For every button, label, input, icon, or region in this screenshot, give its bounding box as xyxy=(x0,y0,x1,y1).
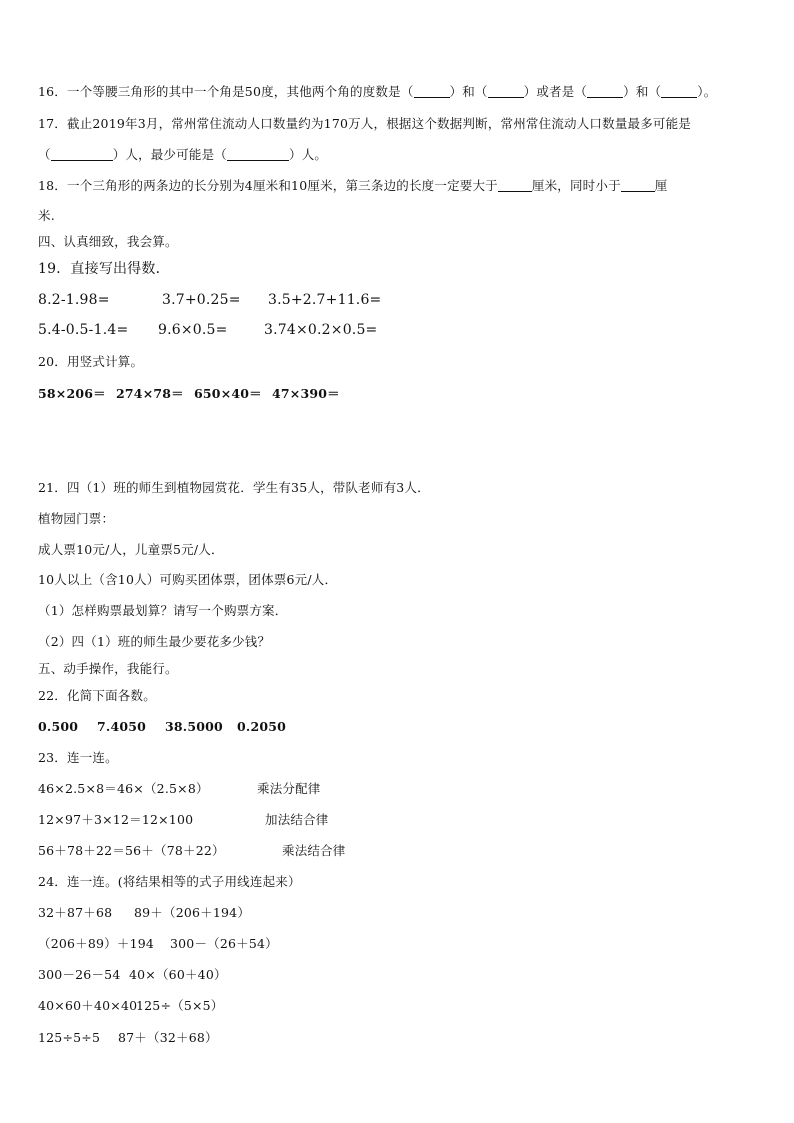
expr-left[interactable]: 125÷5÷5 xyxy=(38,1030,101,1045)
section-4-heading: 四、认真细致，我会算。 xyxy=(38,234,178,249)
question-21-intro: 21．四（1）班的师生到植物园赏花．学生有35人，带队老师有3人． xyxy=(38,480,430,495)
expr-right[interactable]: 87＋（32＋68） xyxy=(118,1030,218,1045)
expr-left[interactable]: 32＋87＋68 xyxy=(38,905,113,920)
question-19-row-1: 8.2-1.98= 3.7+0.25= 3.5+2.7+11.6= xyxy=(38,292,382,308)
question-22-items: 0.500 7.4050 38.5000 0.2050 xyxy=(38,719,287,734)
law-label[interactable]: 乘法结合律 xyxy=(282,843,346,858)
question-24-row xyxy=(38,936,278,952)
q17-blank-max[interactable] xyxy=(51,148,113,161)
question-16: 16．一个等腰三角形的其中一个角是50度，其他两个角的度数是（ ）和（ ）或者是（ ）和（ ）。 xyxy=(38,84,717,99)
law-label[interactable]: 加法结合律 xyxy=(265,812,329,827)
question-24-title: 24．连一连。(将结果相等的式子用线连起来） xyxy=(38,874,301,889)
expr-right[interactable]: 125÷（5×5） xyxy=(136,998,224,1013)
question-21-group: 10人以上（含10人）可购买团体票，团体票6元/人． xyxy=(38,572,338,587)
question-20-items: 58×206＝ 274×78＝ 650×40＝ 47×390＝ xyxy=(38,386,340,401)
q16-blank-3[interactable] xyxy=(587,85,623,98)
expr-right[interactable]: 300－（26＋54） xyxy=(170,936,278,951)
question-24-row xyxy=(38,998,224,1014)
law-label[interactable]: 乘法分配律 xyxy=(257,781,321,796)
expr-left[interactable]: 300－26－54 xyxy=(38,967,121,982)
question-20-title: 20．用竖式计算。 xyxy=(38,354,144,369)
q16-blank-2[interactable] xyxy=(488,85,524,98)
q18-blank-min[interactable] xyxy=(498,179,532,192)
expr-left[interactable]: 40×60＋40×40 xyxy=(38,998,138,1013)
question-18-line-2: 米. xyxy=(38,208,55,223)
question-21-sub-2: （2）四（1）班的师生最少要花多少钱？ xyxy=(38,634,271,649)
expr-right[interactable]: 40×（60＋40） xyxy=(129,967,227,982)
question-21-price: 成人票10元/人，儿童票5元/人． xyxy=(38,542,224,557)
question-23-row: 56＋78＋22＝56＋（78＋22） 乘法结合律 xyxy=(38,843,346,858)
q18-blank-max[interactable] xyxy=(621,179,655,192)
expr-left[interactable]: （206＋89）＋194 xyxy=(38,936,155,951)
q16-blank-4[interactable] xyxy=(661,85,697,98)
question-21-ticket-title: 植物园门票： xyxy=(38,511,115,526)
question-24-row xyxy=(38,1030,218,1046)
question-24-row xyxy=(38,905,250,921)
question-19-title: 19．直接写出得数． xyxy=(38,261,170,277)
q16-text: 16．一个等腰三角形的其中一个角是50度，其他两个角的度数是（ xyxy=(38,84,414,99)
question-23-title: 23．连一连。 xyxy=(38,750,118,765)
expr-right[interactable]: 89＋（206＋194） xyxy=(134,905,251,920)
question-23-row: 46×2.5×8＝46×（2.5×8） 乘法分配律 xyxy=(38,781,321,796)
question-22-title: 22．化简下面各数。 xyxy=(38,688,156,703)
question-19-row-2: 5.4-0.5-1.4= 9.6×0.5= 3.74×0.2×0.5= xyxy=(38,322,378,338)
section-5-heading: 五、动手操作，我能行。 xyxy=(38,661,178,676)
question-17-line-1: 17．截止2019年3月，常州常住流动人口数量约为170万人，根据这个数据判断，常州常住流动人口数量最多可能是 xyxy=(38,116,692,131)
q16-blank-1[interactable] xyxy=(414,85,450,98)
q17-blank-min[interactable] xyxy=(227,148,289,161)
question-21-sub-1: （1）怎样购票最划算？请写一个购票方案． xyxy=(38,603,288,618)
question-23-row: 12×97＋3×12＝12×100 加法结合律 xyxy=(38,812,329,827)
question-24-row xyxy=(38,967,227,983)
question-17-line-2: （ ）人，最少可能是（ ）人。 xyxy=(38,147,328,162)
question-18-line-1: 18．一个三角形的两条边的长分别为4厘米和10厘米，第三条边的长度一定要大于 厘米，同时小于 厘 xyxy=(38,178,668,193)
